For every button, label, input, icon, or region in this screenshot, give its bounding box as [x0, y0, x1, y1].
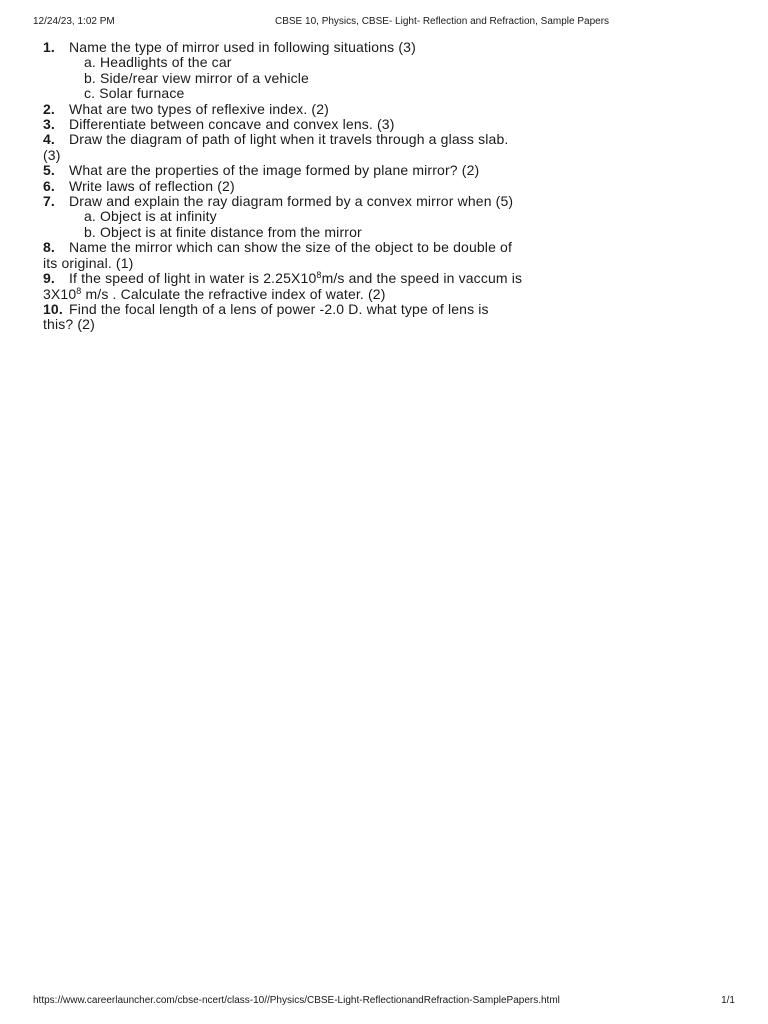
sub-question: c. Solar furnace — [84, 85, 185, 102]
question-6 — [43, 179, 523, 194]
question-number: 2. — [43, 100, 55, 117]
question-number: 9. — [43, 270, 55, 287]
question-text: Name the mirror which can show the size of the object to be double of its original. (1) — [43, 239, 513, 271]
question-text: What are the properties of the image formed by plane mirror? (2) — [69, 162, 480, 179]
source-url: https://www.careerlauncher.com/cbse-ncert/class-10//Physics/CBSE-Light-ReflectionandRefraction-SamplePapers.html — [33, 995, 560, 1006]
question-text: What are two types of reflexive index. (2) — [69, 100, 329, 117]
question-text-part: m/s . Calculate the refractive index of water. (2) — [81, 285, 386, 302]
question-text-part: m/s and the speed in vaccum is 3X10 — [43, 270, 523, 302]
page-title: CBSE 10, Physics, CBSE- Light- Reflection and Refraction, Sample Papers — [275, 16, 610, 27]
question-number: 4. — [43, 131, 55, 148]
question-text: Differentiate between concave and convex lens. (3) — [69, 116, 395, 133]
question-7 — [43, 194, 523, 209]
question-number: 7. — [43, 193, 55, 210]
sub-question: a. Object is at infinity — [84, 208, 217, 225]
question-10 — [43, 302, 523, 333]
question-2 — [43, 102, 523, 117]
sub-question: b. Side/rear view mirror of a vehicle — [84, 69, 309, 86]
question-text: Find the focal length of a lens of power -2.0 D. what type of lens is this? (2) — [43, 300, 489, 333]
print-header — [33, 15, 735, 29]
question-list — [43, 40, 523, 333]
question-number: 5. — [43, 162, 55, 179]
print-datetime: 12/24/23, 1:02 PM — [33, 16, 115, 27]
question-4 — [43, 132, 523, 163]
question-text-part: If the speed of light in water is 2.25X10 — [69, 270, 317, 287]
question-text: Draw the diagram of path of light when it travels through a glass slab. (3) — [43, 131, 509, 163]
question-9 — [43, 271, 523, 302]
question-3 — [43, 117, 523, 132]
question-text: Draw and explain the ray diagram formed by a convex mirror when (5) — [69, 193, 514, 210]
sub-question: a. Headlights of the car — [84, 54, 232, 71]
question-number: 1. — [43, 39, 55, 55]
question-number: 3. — [43, 116, 55, 133]
print-footer — [33, 994, 735, 1008]
question-1 — [43, 40, 523, 55]
question-8 — [43, 240, 523, 271]
sub-question: b. Object is at finite distance from the mirror — [84, 223, 362, 240]
question-number: 10. — [43, 300, 63, 317]
exponent: 8 — [76, 285, 82, 296]
question-text: Write laws of reflection (2) — [69, 177, 235, 194]
exponent: 8 — [316, 270, 322, 281]
question-number: 6. — [43, 177, 55, 194]
question-number: 8. — [43, 239, 55, 256]
question-text: Name the type of mirror used in following situations (3) — [69, 39, 416, 55]
page-number: 1/1 — [721, 995, 735, 1006]
question-5 — [43, 163, 523, 178]
